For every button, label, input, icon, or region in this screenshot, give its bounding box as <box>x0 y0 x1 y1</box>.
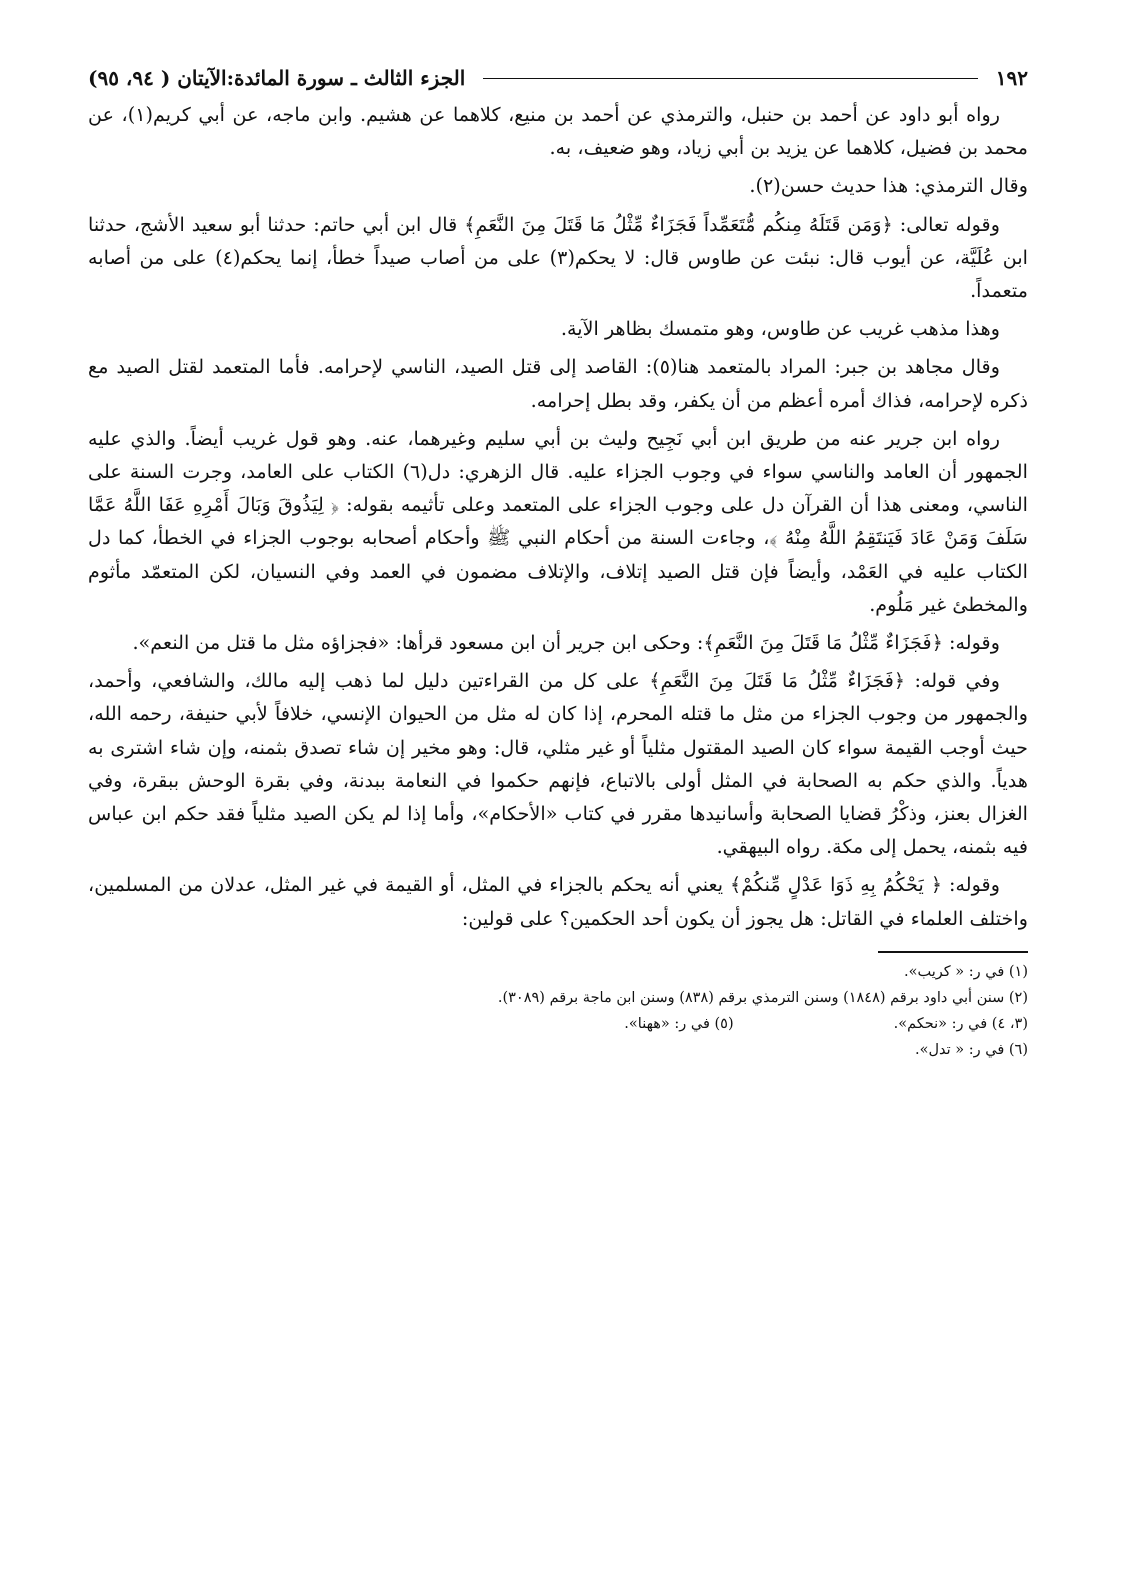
footnote-1: (١) في ر: « كريب». <box>904 963 1028 980</box>
paragraph-3: وهذا مذهب غريب عن طاوس، وهو متمسك بظاهر الآية. <box>560 317 1000 341</box>
paragraph-1: رواه أبو داود عن أحمد بن حنبل، والترمذي عن أحمد بن منيع، كلاهما عن هشيم. وابن ماجه، عن أبي كريم(١)، عن محمد بن فضيل، كلاهما عن يزيد بن أبي زياد، وهو ضعيف، به. <box>88 103 1028 160</box>
page-number: ١٩٢ <box>995 66 1028 90</box>
footnotes <box>88 959 1028 1063</box>
paragraph-1b: وقال الترمذي: هذا حديث حسن(٢). <box>749 174 1028 198</box>
header-title: الجزء الثالث ـ سورة المائدة:الآيتان ( ٩٤، ٩٥) <box>88 66 466 90</box>
footnote-divider <box>878 951 1028 953</box>
paragraph-8: وقوله: ﴿ يَحْكُمُ بِهِ ذَوَا عَدْلٍ مِّنكُمْ﴾ يعني أنه يحكم بالجزاء في المثل، أو القيمة في غير المثل، عدلان من المسلمين، واختلف العلماء في القاتل: هل يجوز أن يكون أحد الحكمين؟ على قولين: <box>88 873 1028 930</box>
header-rule <box>483 78 977 79</box>
footnote-6: (٦) في ر: « تدل». <box>914 1041 1028 1058</box>
running-header <box>88 58 1028 98</box>
footnote-row-3-5 <box>88 1011 1028 1037</box>
book-page <box>88 58 1028 1063</box>
paragraph-2: وقوله تعالى: ﴿وَمَن قَتَلَهُ مِنكُم مُّتَعَمِّداً فَجَزَاءٌ مِّثْلُ مَا قَتَلَ مِنَ النَّعَمِ﴾ قال ابن أبي حاتم: حدثنا أبو سعيد الأشج، حدثنا ابن عُلَيَّة، عن أيوب قال: نبئت عن طاوس قال: لا يحكم(٣) على من أصاب صيداً خطأ، إنما يحكم(٤) على من أصابه متعمداً. <box>88 212 1029 303</box>
paragraph-6: وقوله: ﴿فَجَزَاءٌ مِّثْلُ مَا قَتَلَ مِنَ النَّعَمِ﴾: وحكى ابن جرير أن ابن مسعود قرأها: «فجزاؤه مثل ما قتل من النعم». <box>132 631 1000 655</box>
footnote-3-4: (٣، ٤) في ر: «نحكم». <box>893 1015 1028 1032</box>
main-text <box>88 98 1028 935</box>
footnote-2: (٢) سنن أبي داود برقم (١٨٤٨) وسنن الترمذي برقم (٨٣٨) وسنن ابن ماجة برقم (٣٠٨٩). <box>497 989 1028 1006</box>
footnote-5: (٥) في ر: «ههنا». <box>624 1015 734 1032</box>
paragraph-4: وقال مجاهد بن جبر: المراد بالمتعمد هنا(٥): القاصد إلى قتل الصيد، الناسي لإحرامه. فأما المتعمد لقتل الصيد مع ذكره لإحرامه، فذاك أمره أعظم من أن يكفر، وقد بطل إحرامه. <box>88 355 1028 412</box>
paragraph-7: وفي قوله: ﴿فَجَزَاءٌ مِّثْلُ مَا قَتَلَ مِنَ النَّعَمِ﴾ على كل من القراءتين دليل لما ذهب إليه مالك، والشافعي، وأحمد، والجمهور من وجوب الجزاء من مثل ما قتله المحرم، إذا كان له مثل من الحيوان الإنسي، خلافاً لأبي حنيفة، رحمه الله، حيث أوجب القيمة سواء كان الصيد المقتول مثلياً أو غير مثلي، قال: وهو مخير إن شاء تصدق بثمنه، وإن شاء اشترى به هدياً. والذي حكم به الصحابة في المثل أولى بالاتباع، فإنهم حكموا في النعامة ببدنة، وفي بقرة الوحش ببقرة، وفي الغزال بعنز، وذكْرُ قضايا الصحابة وأسانيدها مقرر في كتاب «الأحكام»، وأما إذا لم يكن الصيد مثلياً فقد حكم ابن عباس فيه بثمنه، يحمل إلى مكة. رواه البيهقي. <box>88 669 1028 859</box>
paragraph-5: رواه ابن جرير عنه من طريق ابن أبي نَجِيح وليث بن أبي سليم وغيرهما، عنه. وهو قول غريب أيضاً. والذي عليه الجمهور أن العامد والناسي سواء في وجوب الجزاء عليه. قال الزهري: دل(٦) الكتاب على العامد، وجرت السنة على الناسي، ومعنى هذا أن القرآن دل على وجوب الجزاء على المتعمد وعلى تأثيمه بقوله: ﴿ لِيَذُوقَ وَبَالَ أَمْرِهِ عَفَا اللَّهُ عَمَّا سَلَفَ وَمَنْ عَادَ فَيَنتَقِمُ اللَّهُ مِنْهُ ﴾، وجاءت السنة من أحكام النبي ﷺ وأحكام أصحابه بوجوب الجزاء في الخطأ، كما دل الكتاب عليه في العَمْد، وأيضاً فإن قتل الصيد إتلاف، والإتلاف مضمون في العمد وفي النسيان، لكن المتعمّد مأثوم والمخطئ غير مَلُوم. <box>88 426 1028 616</box>
